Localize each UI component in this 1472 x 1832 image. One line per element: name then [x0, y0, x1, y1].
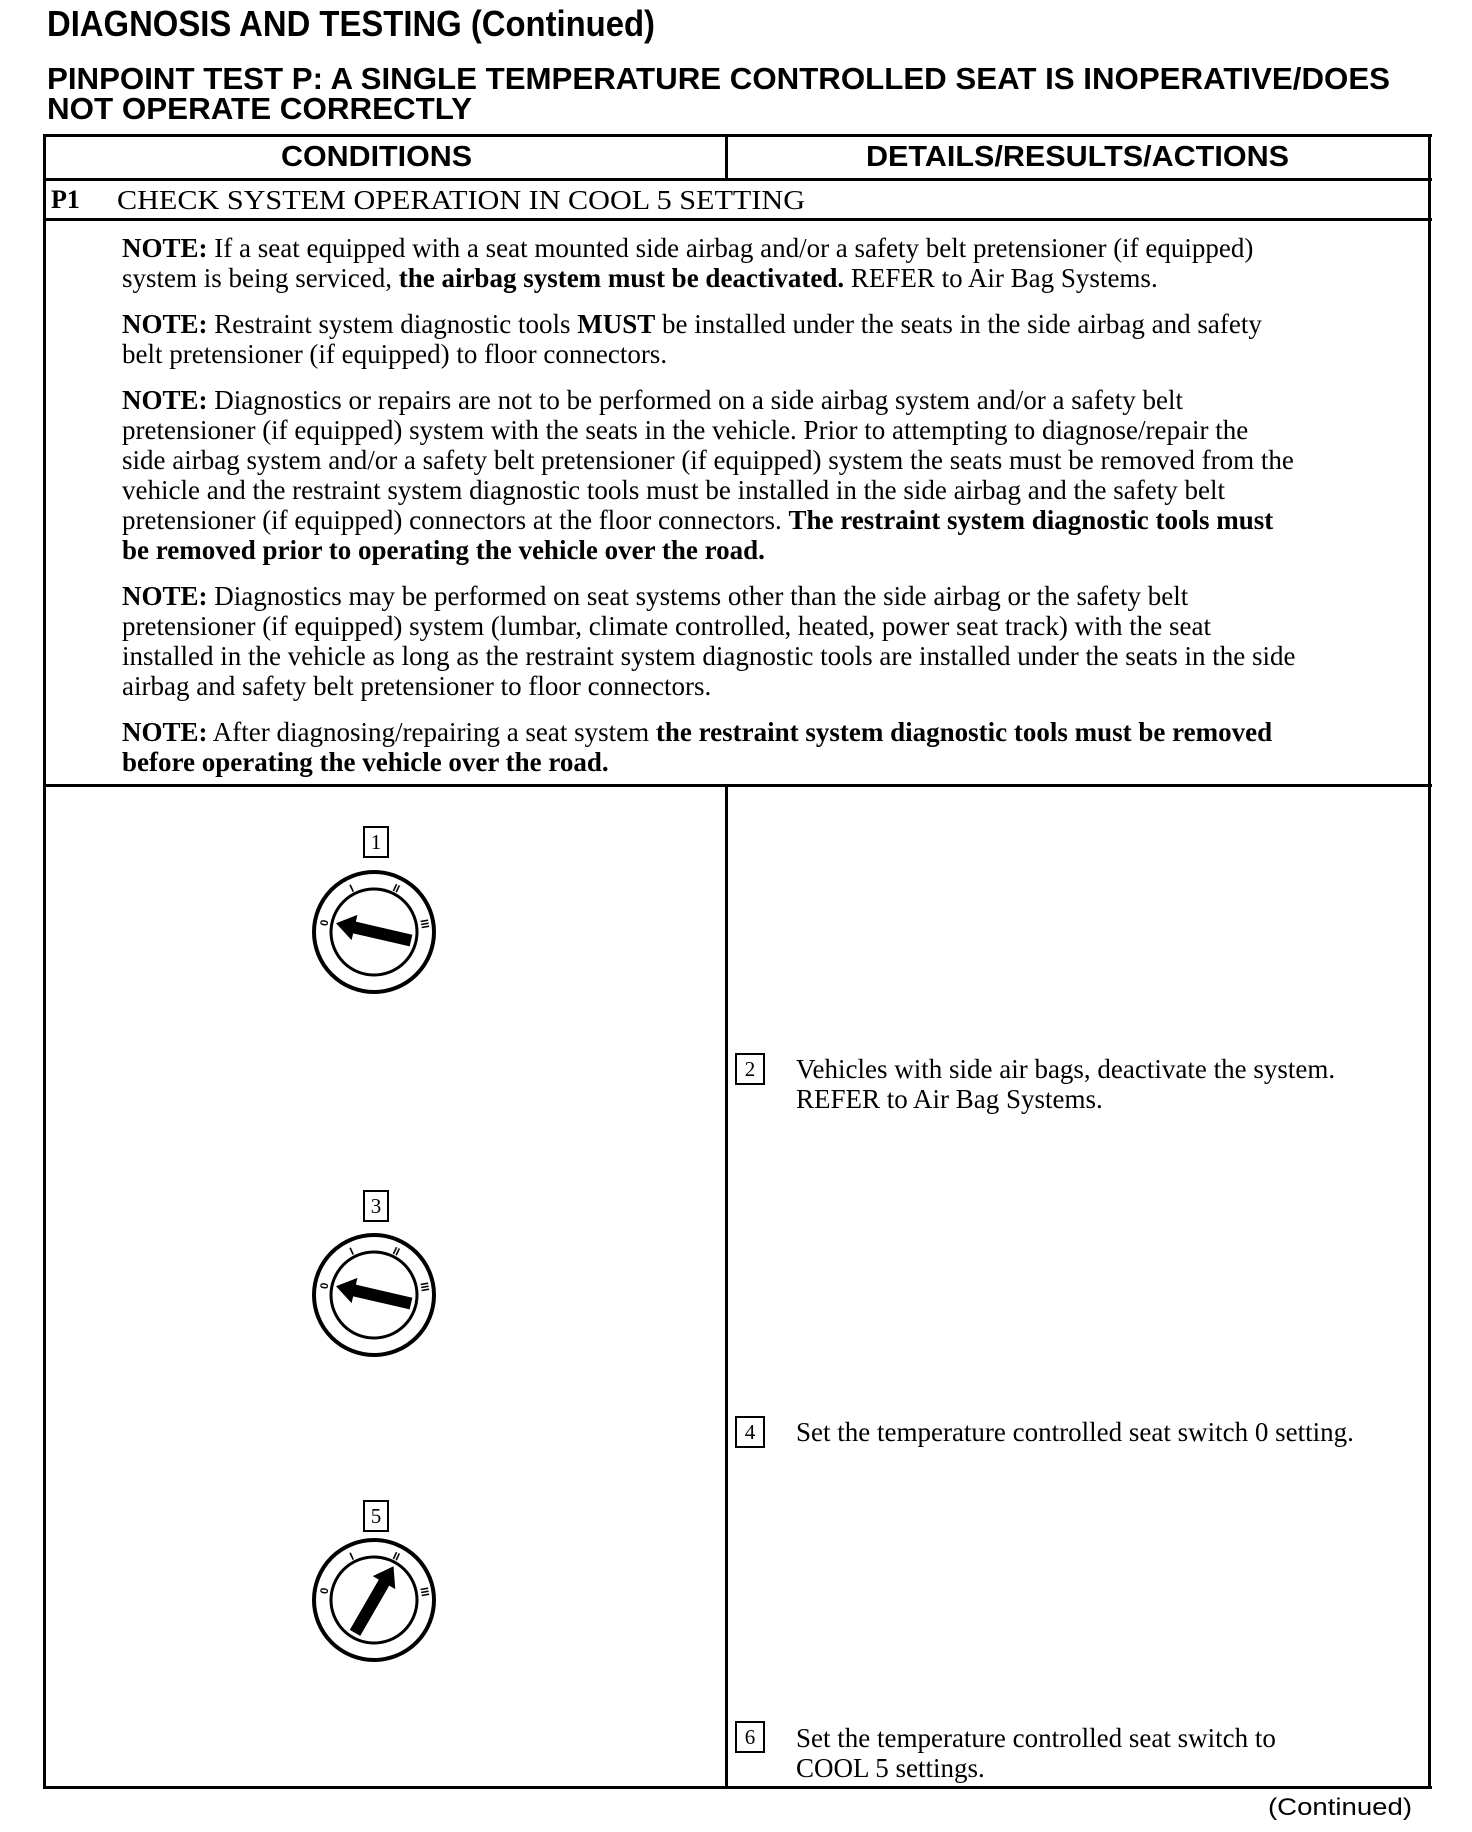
step-instruction: [796, 1054, 1335, 1114]
step-instruction: [796, 1417, 1354, 1447]
note-paragraph: [122, 717, 1428, 777]
note-line: [122, 263, 1428, 293]
notes-section: [122, 233, 1428, 793]
step-title: [117, 185, 805, 215]
callout-number: 2: [735, 1053, 765, 1085]
note-text: If a seat equipped with a seat mounted side airbag and/or a safety belt pretensioner (if equipped): [207, 233, 1254, 263]
page-title-text: DIAGNOSIS AND TESTING (Continued): [47, 3, 655, 44]
table-border-left: [43, 134, 46, 1789]
note-line: [122, 309, 1428, 339]
note-text: belt pretensioner (if equipped) to floor connectors.: [122, 339, 668, 369]
test-title-line-2: [47, 91, 472, 126]
note-text: REFER to Air Bag Systems.: [844, 263, 1158, 293]
dial-label: 0: [318, 918, 332, 928]
note-paragraph: [122, 233, 1428, 293]
note-line: [122, 535, 1428, 565]
note-line: [122, 415, 1428, 445]
dial-arrow-icon: [333, 1274, 414, 1317]
note-text: pretensioner (if equipped) system (lumbar, climate controlled, heated, power seat track) with the seat: [122, 611, 1212, 641]
note-text: Restraint system diagnostic tools: [207, 309, 578, 339]
header-details: [866, 142, 1289, 172]
callout-number: 1: [363, 826, 389, 858]
note-text: airbag and safety belt pretensioner to floor connectors.: [122, 671, 712, 701]
header-divider: [43, 178, 1432, 181]
note-text: After diagnosing/repairing a seat system: [207, 717, 656, 747]
dial-arrow-icon: [333, 911, 414, 954]
note-bold-text: NOTE:: [122, 717, 208, 747]
step-row-divider: [43, 218, 1432, 221]
seat-switch-dial-icon: [304, 1225, 444, 1365]
table-border-top: [43, 134, 1432, 137]
callout-number: 5: [363, 1500, 389, 1532]
note-line: [122, 339, 1428, 369]
step-id: P1: [51, 185, 80, 214]
body-column-divider: [725, 784, 728, 1788]
note-paragraph: [122, 581, 1428, 701]
seat-switch-dial-icon: [304, 1530, 444, 1670]
note-bold-text: the restraint system diagnostic tools must be removed: [655, 717, 1273, 747]
dial-label: III: [417, 918, 431, 930]
note-line: [122, 747, 1428, 777]
page-title: [47, 3, 655, 44]
note-line: [122, 671, 1428, 701]
note-bold-text: The restraint system diagnostic tools must: [788, 505, 1274, 535]
dial-label: 0: [318, 1281, 332, 1291]
step-title-text: CHECK SYSTEM OPERATION IN COOL 5 SETTING: [117, 185, 806, 215]
header-text: DETAILS/RESULTS/ACTIONS: [866, 141, 1289, 173]
note-bold-text: before operating the vehicle over the road.: [122, 747, 609, 777]
arrow-shape: [344, 1560, 405, 1640]
table-border-bottom: [43, 1786, 1432, 1789]
note-text: Diagnostics may be performed on seat systems other than the side airbag or the safety belt: [207, 581, 1189, 611]
note-text: installed in the vehicle as long as the restraint system diagnostic tools are installed under the seats in the side: [122, 641, 1296, 671]
note-line: [122, 581, 1428, 611]
dial-label: II: [390, 882, 402, 896]
callout-number: 6: [735, 1721, 765, 1753]
callout-number: 3: [363, 1190, 389, 1222]
note-line: [122, 475, 1428, 505]
dial-label: I: [348, 1550, 356, 1563]
dial-arrow-icon: [344, 1560, 405, 1640]
note-bold-text: NOTE:: [122, 309, 208, 339]
note-line: [122, 505, 1428, 535]
header-conditions: [281, 142, 472, 172]
dial-label: II: [390, 1550, 402, 1564]
note-line: [122, 233, 1428, 263]
step-instruction-line: Vehicles with side air bags, deactivate the system.: [796, 1054, 1336, 1084]
note-text: side airbag system and/or a safety belt pretensioner (if equipped) system the seats must be removed from the: [122, 445, 1294, 475]
header-column-divider: [725, 134, 728, 180]
note-line: [122, 717, 1428, 747]
dial-label: III: [417, 1281, 431, 1293]
note-line: [122, 641, 1428, 671]
note-text: be installed under the seats in the side airbag and safety: [655, 309, 1262, 339]
note-text: pretensioner (if equipped) connectors at the floor connectors.: [122, 505, 789, 535]
step-instruction-line: Set the temperature controlled seat switch to: [796, 1723, 1276, 1753]
note-text: vehicle and the restraint system diagnostic tools must be installed in the side airbag and the safety belt: [122, 475, 1225, 505]
test-title-text: PINPOINT TEST P: A SINGLE TEMPERATURE CONTROLLED SEAT IS INOPERATIVE/DOES: [47, 61, 1390, 96]
note-bold-text: be removed prior to operating the vehicle over the road.: [122, 535, 765, 565]
callout-number: 4: [735, 1416, 765, 1448]
note-text: pretensioner (if equipped) system with the seats in the vehicle. Prior to attempting to diagnose/repair the: [122, 415, 1249, 445]
test-title-text: NOT OPERATE CORRECTLY: [47, 91, 472, 126]
seat-switch-dial-icon: [304, 862, 444, 1002]
note-line: [122, 445, 1428, 475]
step-instruction-line: REFER to Air Bag Systems.: [796, 1084, 1103, 1114]
step-instruction: [796, 1723, 1276, 1783]
continued-label: [1268, 1793, 1412, 1823]
step-instruction-line: COOL 5 settings.: [796, 1753, 985, 1783]
note-line: [122, 385, 1428, 415]
note-bold-text: NOTE:: [122, 581, 208, 611]
note-bold-text: the airbag system must be deactivated.: [398, 263, 845, 293]
dial-label: 0: [318, 1586, 332, 1596]
arrow-shape: [333, 911, 414, 954]
dial-label: II: [390, 1245, 402, 1259]
note-line: [122, 611, 1428, 641]
continued-text: (Continued): [1268, 1794, 1412, 1821]
test-title-line-1: [47, 61, 1390, 96]
dial-label: I: [348, 882, 356, 895]
note-bold-text: MUST: [577, 309, 656, 339]
note-bold-text: NOTE:: [122, 385, 208, 415]
note-paragraph: [122, 385, 1428, 565]
table-border-right: [1428, 134, 1431, 1789]
arrow-shape: [333, 1274, 414, 1317]
step-instruction-line: Set the temperature controlled seat switch 0 setting.: [796, 1417, 1354, 1447]
dial-label: I: [348, 1245, 356, 1258]
dial-label: III: [417, 1586, 431, 1598]
header-text: CONDITIONS: [281, 141, 472, 173]
note-paragraph: [122, 309, 1428, 369]
note-text: system is being serviced,: [122, 263, 399, 293]
note-text: Diagnostics or repairs are not to be performed on a side airbag system and/or a safety belt: [207, 385, 1183, 415]
note-bold-text: NOTE:: [122, 233, 208, 263]
